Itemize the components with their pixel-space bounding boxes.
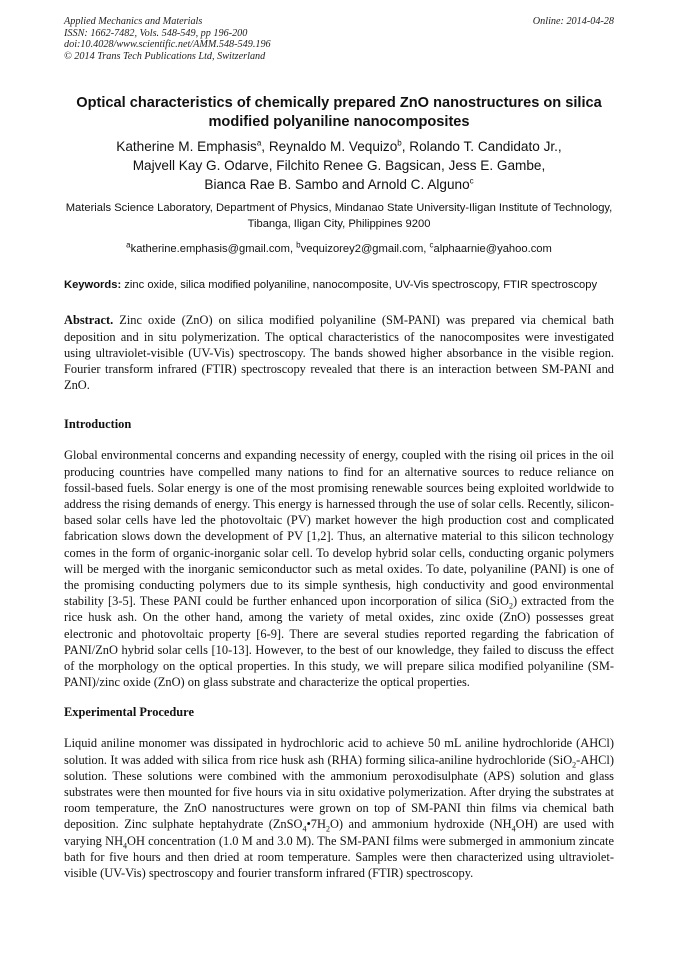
- paragraph-text: OH concentration (1.0 M and 3.0 M). The SM-PANI films were submerged in ammonium zincate bath for five hours and then dried at room temperature. Samples were then characterized using ultraviolet-visible (UV-Vis) spectroscopy and fourier transform infrared (FTIR) spectroscopy.: [64, 833, 615, 881]
- author-name: Bianca Rae B. Sambo and Arnold C. Alguno: [204, 177, 470, 193]
- email-superscript: b: [296, 240, 301, 250]
- author-superscript: c: [469, 176, 474, 186]
- email-superscript: a: [126, 240, 131, 250]
- abstract-label: Abstract.: [64, 313, 114, 328]
- abstract: [64, 312, 614, 393]
- experimental-paragraph: [64, 735, 614, 881]
- author-superscript: b: [397, 138, 402, 148]
- email-link[interactable]: katherine.emphasis@gmail.com,: [130, 243, 297, 256]
- author-name: Majvell Kay G. Odarve, Filchito Renee G. Bagsican, Jess E. Gambe,: [132, 158, 546, 174]
- paragraph-text: -AHCl) solution. These solutions were combined with the ammonium peroxodisulphate (APS) solution and glass substrates were then mounted for five hours via in situ oxidative polymerization. After drying the substrates at room temperature, the ZnO nanostructures were grown on top of SM-PANI thin films via chemical bath deposition. Zinc sulphate heptahydrate (ZnSO: [64, 752, 614, 832]
- abstract-text: Zinc oxide (ZnO) on silica modified polyaniline (SM-PANI) was prepared via chemical bath deposition and in situ polymerization. The optical characteristics of the nanocomposites were investigated using ultraviolet-visible (UV-Vis) spectroscopy. The bands showed higher absorbance in the visible region. Fourier transform infrared (FTIR) spectroscopy revealed that there is an interaction between SM-PANI and ZnO.: [64, 313, 614, 393]
- paragraph-text: OH) are used with varying NH: [64, 817, 615, 848]
- author-list: [64, 137, 614, 194]
- paper-title: Optical characteristics of chemically prepared ZnO nanostructures on silica modified polyaniline nanocomposites: [76, 95, 602, 131]
- keywords: [64, 277, 614, 293]
- keywords-label: Keywords:: [64, 279, 122, 292]
- affiliation: Materials Science Laboratory, Department of Physics, Mindanao State University-Iligan Institute of Technology, Tibanga, Iligan City, Philippines 9200: [65, 202, 613, 231]
- paragraph-text: ) extracted from the rice husk ash. On the other hand, among the variety of metal oxides, zinc oxide (ZnO) possesses great electronic and photovoltaic property [6-9]. There are several studies reported regarding the fabrication of PANI/ZnO hybrid solar cells [10-13]. However, to the best of our knowledge, they failed to discuss the effect of the morphology on the optical properties. In this study, we will prepare silica modified polyaniline (SM-PANI)/zinc oxide (ZnO) on glass substrate and characterize the optical properties.: [64, 594, 614, 690]
- copyright-line: © 2014 Trans Tech Publications Ltd, Switzerland: [64, 50, 266, 62]
- subscript: 4: [123, 841, 128, 851]
- doi-line: doi:10.4028/www.scientific.net/AMM.548-549.196: [64, 39, 271, 51]
- online-date: Online: 2014-04-28: [532, 16, 614, 27]
- subscript: 4: [511, 824, 516, 834]
- author-name: Katherine M. Emphasis: [116, 139, 257, 155]
- paragraph-text: •7H: [306, 817, 326, 832]
- paragraph-text: O) and ammonium hydroxide (NH: [329, 817, 512, 832]
- subscript: 2: [572, 760, 577, 770]
- paragraph-text: Global environmental concerns and expanding necessity of energy, coupled with the rising oil prices in the oil producing countries have compelled many nations to find for an alternative sources to reduce reliance on fossil-based fuels. Solar energy is one of the most promising renewable sources being exploited worldwide to address the rising demands of energy. This energy is harnessed through the use of solar cells. Recently, silicon-based solar cells have led the photovoltaic (PV) market however the high production cost and complicated fabrication slows down the development of PV [1,2]. Thus, an alternative material to this silicon technology comes in the form of organic-inorganic solar cell. To develop hybrid solar cells, conducting organic polymers will be merged with the inorganic semiconductor such as metal oxides. To date, polyaniline (PANI) is one of the promising conducting polymers due to its simple synthesis, high conductivity and good environmental stability [3-5]. These PANI could be further enhanced upon incorporation of silica (SiO: [64, 448, 614, 609]
- author-name: , Rolando T. Candidato Jr.,: [401, 139, 562, 155]
- journal-name: Applied Mechanics and Materials: [64, 16, 203, 27]
- author-emails: [64, 241, 614, 257]
- author-superscript: a: [256, 138, 262, 148]
- paragraph-text: Liquid aniline monomer was dissipated in hydrochloric acid to achieve 50 mL aniline hydrochloride (AHCl) solution. It was added with silica from rice husk ash (RHA) forming silica-aniline hydrochloride (SiO: [64, 736, 614, 767]
- subscript: 2: [325, 824, 330, 834]
- subscript: 2: [509, 601, 513, 611]
- running-header: [64, 16, 614, 62]
- author-name: , Reynaldo M. Vequizo: [261, 139, 398, 155]
- subscript: 4: [302, 824, 307, 834]
- keywords-text: zinc oxide, silica modified polyaniline, nanocomposite, UV-Vis spectroscopy, FTIR spectroscopy: [121, 279, 598, 292]
- email-superscript: c: [429, 240, 434, 250]
- issn-line: ISSN: 1662-7482, Vols. 548-549, pp 196-200: [64, 27, 248, 39]
- email-link[interactable]: vequizorey2@gmail.com,: [300, 243, 430, 256]
- section-heading-introduction: Introduction: [64, 417, 132, 432]
- section-heading-experimental: Experimental Procedure: [64, 705, 194, 720]
- email-link[interactable]: alphaarnie@yahoo.com: [433, 243, 552, 256]
- introduction-paragraph: [64, 447, 614, 690]
